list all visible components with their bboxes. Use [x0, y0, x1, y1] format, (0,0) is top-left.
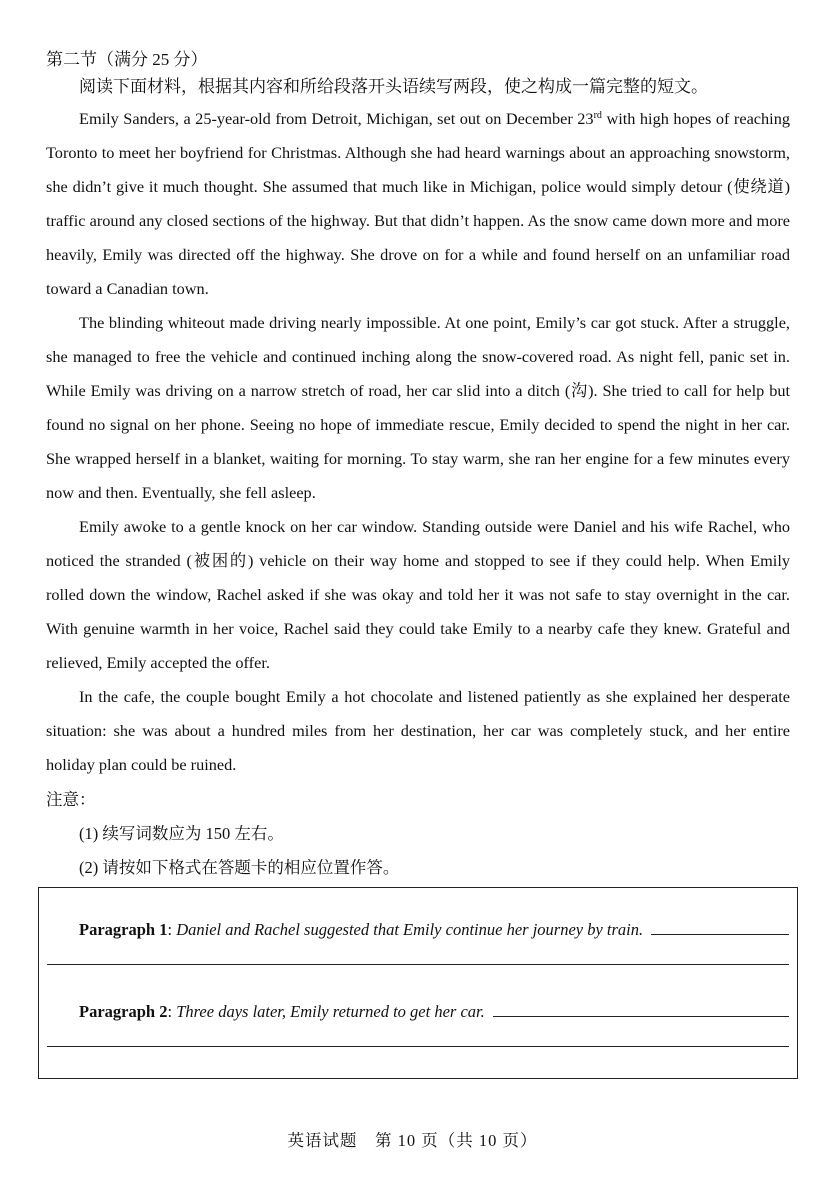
paragraph-2-writing-line[interactable]	[47, 1046, 789, 1047]
paragraph-2-prompt-line	[79, 999, 789, 1025]
ordinal-suffix: rd	[593, 110, 602, 121]
page-footer: 英语试题 第 10 页（共 10 页）	[287, 1131, 538, 1150]
story-paragraph-4: In the cafe, the couple bought Emily a hot chocolate and listened patiently as she explained her desperate situation: she was about a hundred miles from her destination, her car was completely stuck, and her entire holiday plan could be ruined.	[46, 687, 790, 774]
paragraph-1-separator: :	[167, 920, 177, 939]
instruction-text: 阅读下面材料，根据其内容和所给段落开头语续写两段，使之构成一篇完整的短文。	[79, 77, 708, 96]
paragraph-1-blank[interactable]	[651, 920, 789, 935]
paragraph-2-prompt: Three days later, Emily returned to get her car.	[176, 1002, 485, 1021]
story-paragraph-3: Emily awoke to a gentle knock on her car window. Standing outside were Daniel and his wife Rachel, who noticed the stranded (被困的) vehicle on their way home and stopped to see if they could help. When Emily rolled down the window, Rachel asked if she was okay and told her it was not safe to stay overnight in the car. With genuine warmth in her voice, Rachel said they could take Emily to a nearby cafe they knew. Grateful and relieved, Emily accepted the offer.	[46, 517, 790, 672]
paragraph-2-separator: :	[167, 1002, 177, 1021]
story-paragraph-2: The blinding whiteout made driving nearly impossible. At one point, Emily’s car got stuck. After a struggle, she managed to free the vehicle and continued inching along the snow-covered road. As night fell, panic set in. While Emily was driving on a narrow stretch of road, her car slid into a ditch (沟). She tried to call for help but found no signal on her phone. Seeing no hope of immediate rescue, Emily decided to spend the night in her car. She wrapped herself in a blanket, waiting for morning. To stay warm, she ran her engine for a few minutes every now and then. Eventually, she fell asleep.	[46, 313, 790, 502]
paragraph-2-label: Paragraph 2	[79, 1002, 168, 1021]
note-word-count: (1) 续写词数应为 150 左右。	[79, 824, 284, 843]
paragraph-1-prompt: Daniel and Rachel suggested that Emily continue her journey by train.	[176, 920, 644, 939]
paragraph-1-prompt-line	[79, 917, 789, 943]
notes-title: 注意：	[46, 790, 96, 809]
story-passage	[46, 102, 790, 782]
answer-format-box	[38, 887, 798, 1079]
story-paragraph-1-text-a: Emily Sanders, a 25-year-old from Detroit, Michigan, set out on December 23	[79, 109, 594, 128]
note-answer-format: (2) 请按如下格式在答题卡的相应位置作答。	[79, 858, 400, 877]
paragraph-1-writing-line[interactable]	[47, 964, 789, 965]
paragraph-1-label: Paragraph 1	[79, 920, 168, 939]
paragraph-2-blank[interactable]	[493, 1002, 789, 1017]
story-paragraph-1	[46, 102, 790, 306]
story-paragraph-1-text-b: with high hopes of reaching Toronto to meet her boyfriend for Christmas. Although she had heard warnings about an approaching snowstorm, she didn’t give it much thought. She assumed that much like in Michigan, police would simply detour (使绕道) traffic around any closed sections of the highway. But that didn’t happen. As the snow came down more and more heavily, Emily was directed off the highway. She drove on for a while and found herself on an unfamiliar road toward a Canadian town.	[46, 109, 790, 298]
section-title: 第二节（满分 25 分）	[46, 50, 208, 69]
